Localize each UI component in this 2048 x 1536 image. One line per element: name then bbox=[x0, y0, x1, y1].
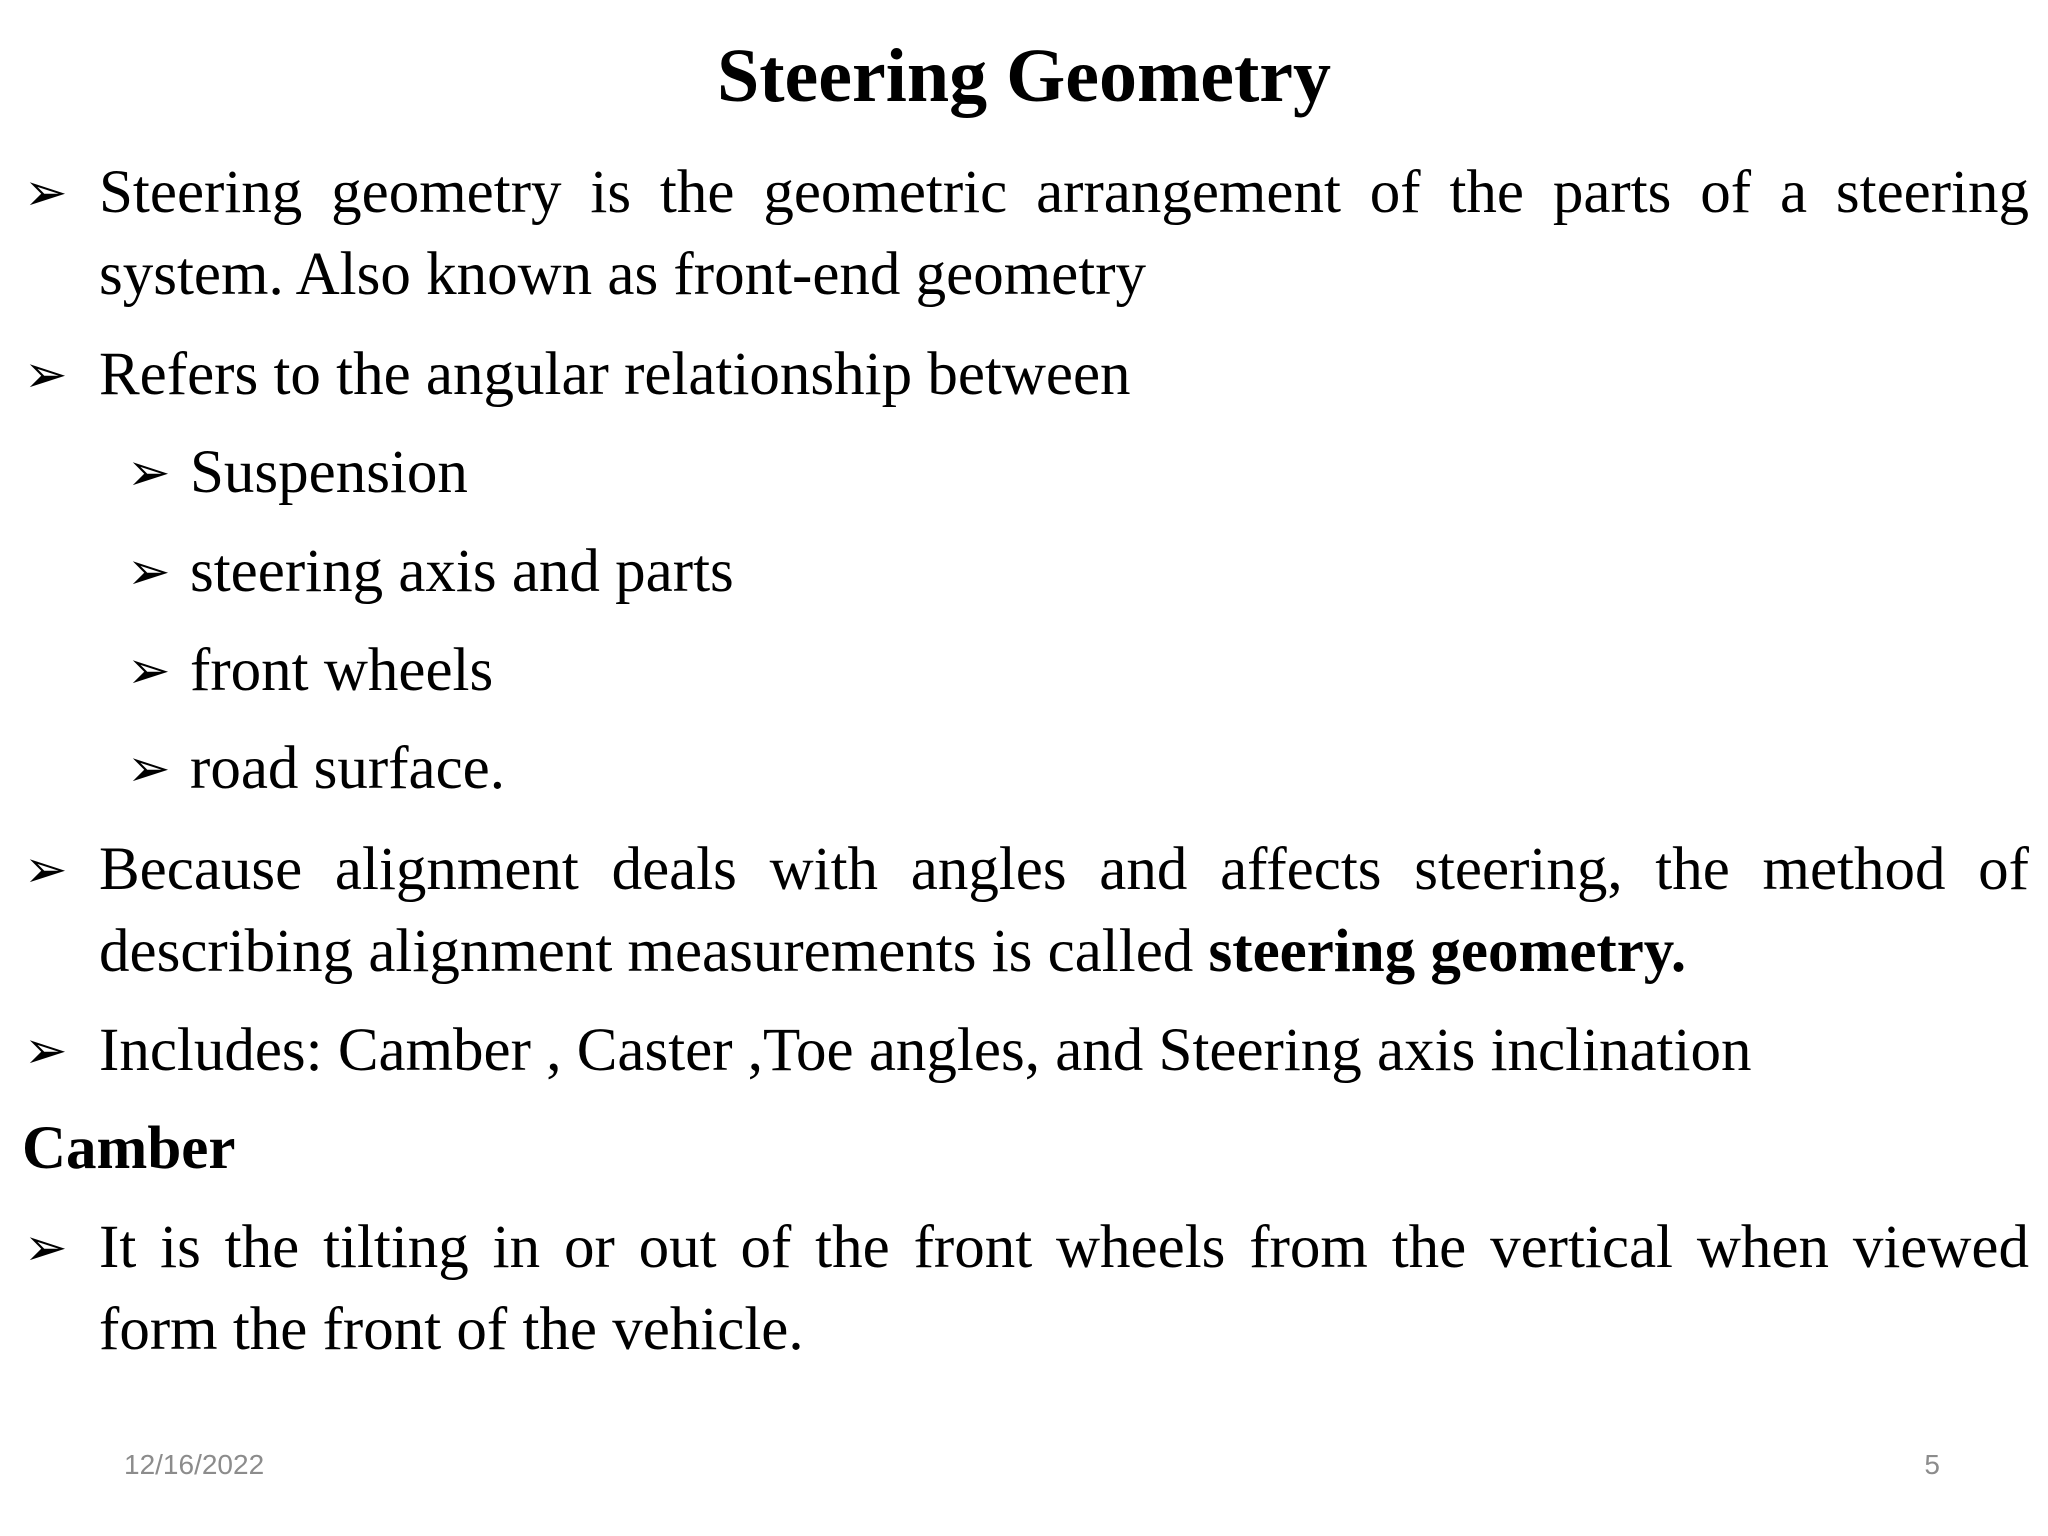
bullet-text: Refers to the angular relationship between bbox=[99, 341, 1131, 408]
slide-title: Steering Geometry bbox=[716, 34, 1332, 118]
sub-bullet-text: front wheels bbox=[190, 637, 494, 704]
bullet-text: Includes: Camber , Caster ,Toe angles, and Steering axis inclination bbox=[99, 1017, 1752, 1084]
arrowhead-bullet-icon: ➢ bbox=[24, 345, 68, 405]
bullet-item bbox=[24, 829, 2029, 993]
bullet-item bbox=[24, 334, 2024, 416]
sub-bullet-item bbox=[127, 728, 1927, 810]
camber-heading: Camber bbox=[22, 1115, 236, 1182]
bullet-item bbox=[24, 1207, 2029, 1371]
arrowhead-bullet-icon: ➢ bbox=[127, 641, 171, 701]
sub-bullet-text: steering axis and parts bbox=[190, 538, 734, 605]
footer-date: 12/16/2022 bbox=[124, 1449, 265, 1480]
sub-bullet-text: Suspension bbox=[190, 439, 468, 506]
sub-bullet-item bbox=[127, 432, 1927, 514]
arrowhead-bullet-icon: ➢ bbox=[127, 739, 171, 799]
sub-bullet-item bbox=[127, 531, 1927, 613]
bullet-item bbox=[24, 152, 2029, 316]
sub-bullet-item bbox=[127, 630, 1927, 712]
bullet-text: It is the tilting in or out of the front wheels from the vertical when viewed form the front of the vehicle. bbox=[99, 1214, 2029, 1363]
bullet-text bbox=[99, 829, 2029, 993]
bullet-text-bold: steering geometry. bbox=[1208, 918, 1687, 985]
arrowhead-bullet-icon: ➢ bbox=[127, 443, 171, 503]
bullet-text: Steering geometry is the geometric arrangement of the parts of a steering system. Also known as front-end geometry bbox=[99, 159, 2029, 308]
bullet-item bbox=[24, 1010, 2024, 1092]
arrowhead-bullet-icon: ➢ bbox=[24, 1021, 68, 1081]
footer-page-number: 5 bbox=[1924, 1449, 1940, 1480]
arrowhead-bullet-icon: ➢ bbox=[24, 163, 68, 223]
arrowhead-bullet-icon: ➢ bbox=[24, 1218, 68, 1278]
arrowhead-bullet-icon: ➢ bbox=[24, 840, 68, 900]
bullet-text-regular: Because alignment deals with angles and affects steering, the method of describing alignment measurements is called bbox=[99, 836, 2029, 985]
arrowhead-bullet-icon: ➢ bbox=[127, 542, 171, 602]
sub-bullet-text: road surface. bbox=[190, 735, 505, 802]
